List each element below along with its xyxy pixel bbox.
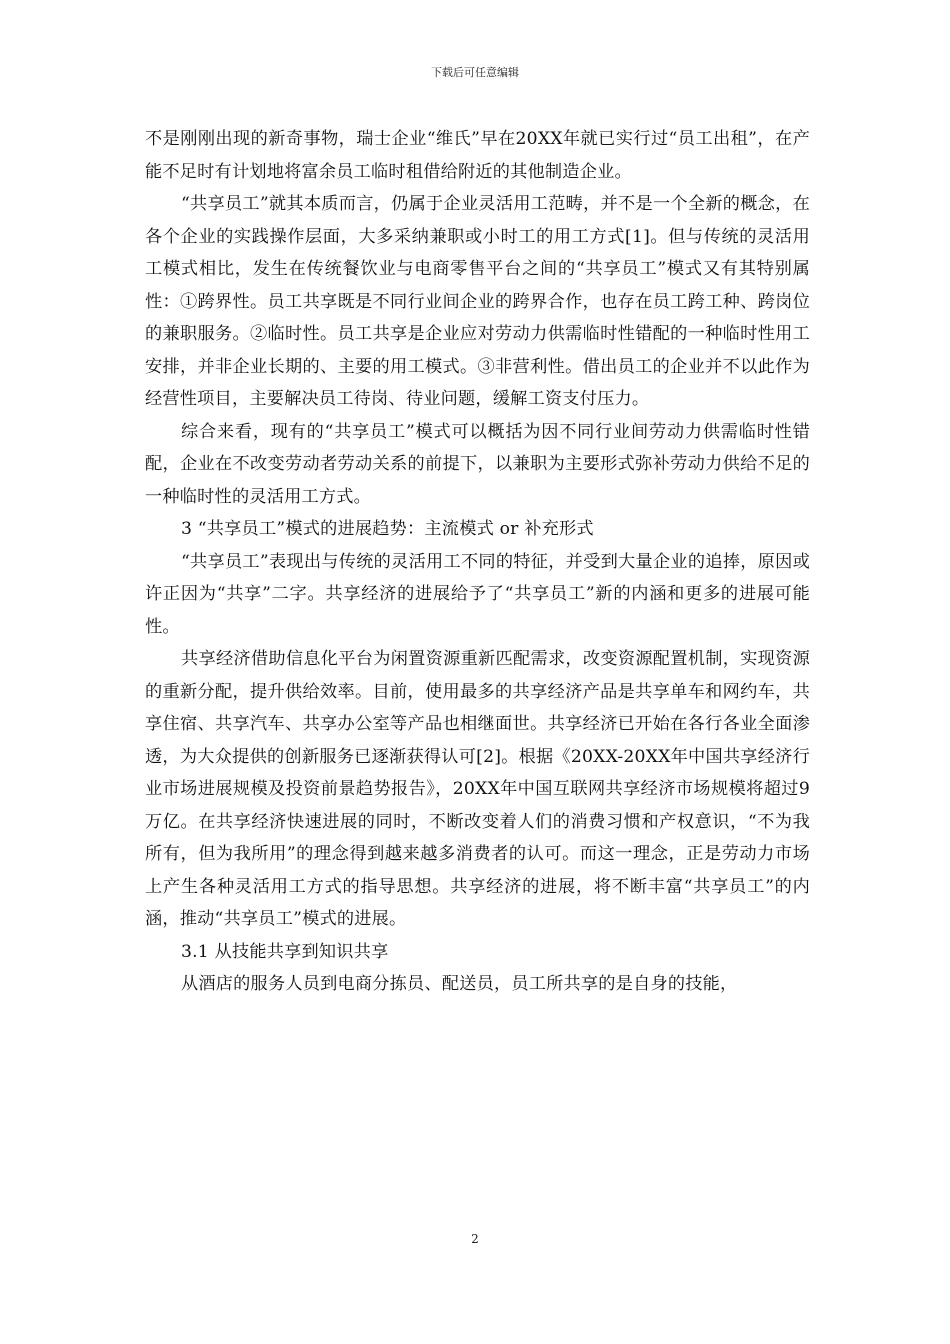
section-heading-3-1: 3.1 从技能共享到知识共享: [181, 941, 389, 962]
paragraph-sharing-economy: 共享经济借助信息化平台为闲置资源重新匹配需求，改变资源配置机制，实现资源的重新分配，提升供给效率。目前，使用最多的共享经济产品是共享单车和网约车，共享住宿、共享汽车、共享办公室等产品也相继面世。共享经济已开始在各行各业全面渗透，为大众提供的创新服务已逐渐获得认可[2]。根据《20XX-20XX年中国共享经济行业市场进展规模及投资前景趋势报告》，20XX年中国互联网共享经济市场规模将超过9万亿。在共享经济快速进展的同时，不断改变着人们的消费习惯和产权意识，“不为我所有，但为我所用”的理念得到越来越多消费者的认可。而这一理念，正是劳动力市场上产生各种灵活用工方式的指导思想。共享经济的进展，将不断丰富“共享员工”的内涵，推动“共享员工”模式的进展。: [145, 649, 810, 929]
page-number: 2: [471, 1232, 479, 1246]
section-heading-3: 3 “共享员工”模式的进展趋势：主流模式 or 补充形式: [181, 519, 594, 539]
paragraph-definition: “共享员工”就其本质而言，仍属于企业灵活用工范畴，并不是一个全新的概念，在各个企业的实践操作层面，大多采纳兼职或小时工的用工方式[1]。但与传统的灵活用工模式相比，发生在传统餐饮业与电商零售平台之间的“共享员工”模式又有其特别属性：①跨界性。员工共享既是不同行业间企业的跨界合作，也存在员工跨工种、跨岗位的兼职服务。②临时性。员工共享是企业应对劳动力供需临时性错配的一种临时性用工安排，并非企业长期的、主要的用工模式。③非营利性。借出员工的企业并不以此作为经营性项目，主要解决员工待岗、待业问题，缓解工资支付压力。: [145, 194, 810, 409]
paragraph-skill-sharing: 从酒店的服务人员到电商分拣员、配送员，员工所共享的是自身的技能，: [181, 974, 738, 994]
paragraph-summary: 综合来看，现有的“共享员工”模式可以概括为因不同行业间劳动力供需临时性错配，企业在不改变劳动者劳动关系的前提下，以兼职为主要形式弥补劳动力供给不足的一种临时性的灵活用工方式。: [145, 421, 810, 507]
paragraph-intro-continued: 不是刚刚出现的新奇事物，瑞士企业“维氏”早在20XX年就已实行过“员工出租”，在产能不足时有计划地将富余员工临时租借给附近的其他制造企业。: [145, 129, 810, 182]
page-header: 下载后可任意编辑: [431, 66, 519, 79]
paragraph-characteristics: “共享员工”表现出与传统的灵活用工不同的特征，并受到大量企业的追捧，原因或许正因为“共享”二字。共享经济的进展给予了“共享员工”新的内涵和更多的进展可能性。: [145, 551, 810, 637]
document-body: [145, 123, 810, 1001]
